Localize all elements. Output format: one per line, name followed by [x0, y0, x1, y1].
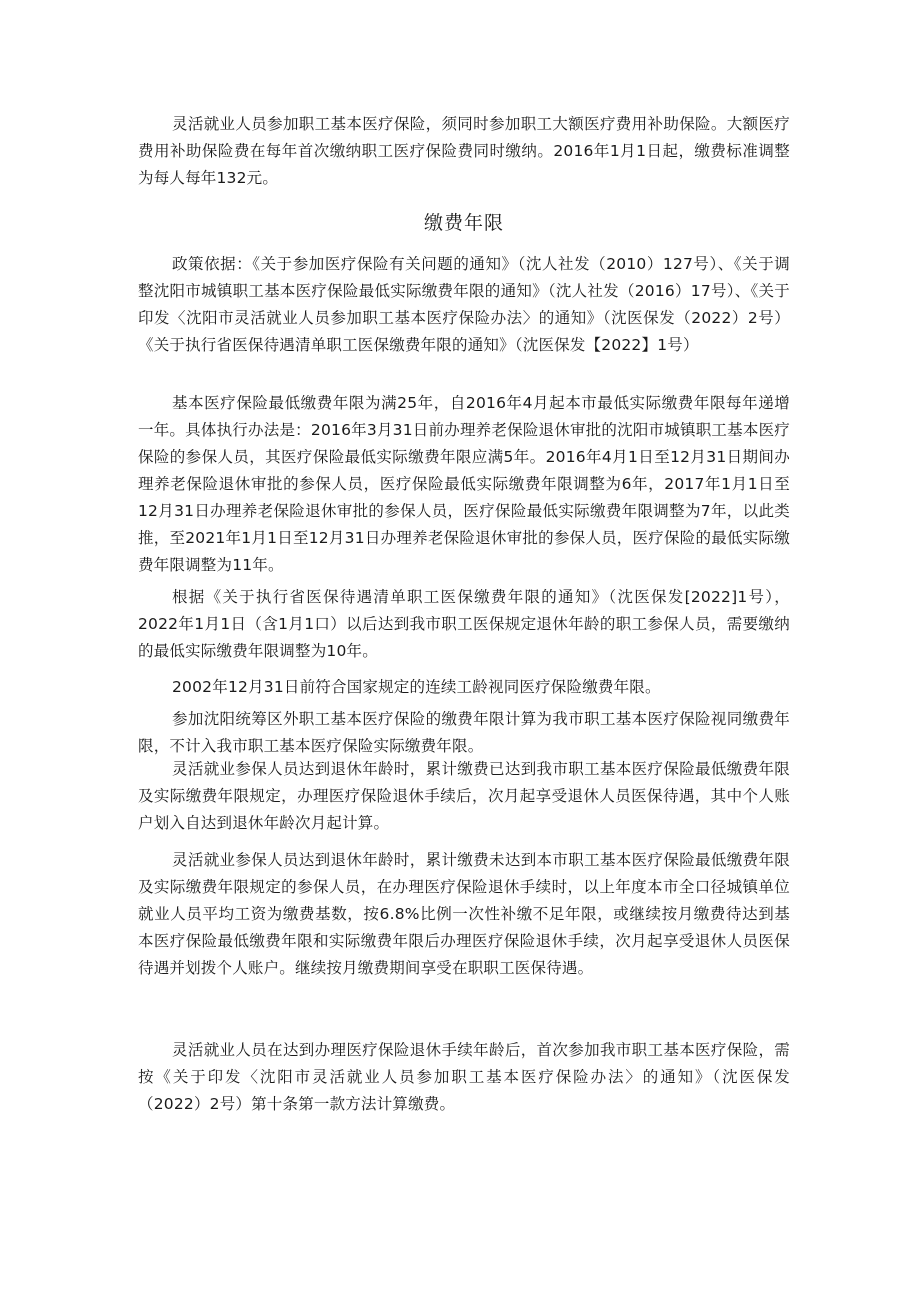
first-enrollment-paragraph: 灵活就业人员在达到办理医疗保险退休手续年龄后，首次参加我市职工基本医疗保险，需按《关于印发〈沈阳市灵活就业人员参加职工基本医疗保险办法〉的通知》（沈医保发（2022）2号）第十条第一款方法计算缴费。: [138, 1041, 790, 1113]
notice-2022-paragraph: 根据《关于执行省医保待遇清单职工医保缴费年限的通知》（沈医保发[2022]1号），2022年1月1日（含1月1口）以后达到我市职工医保规定退休年龄的职工参保人员，需要缴纳的最低实际缴费年限调整为10年。: [138, 588, 790, 660]
intro-paragraph: 灵活就业人员参加职工基本医疗保险，须同时参加职工大额医疗费用补助保险。大额医疗费用补助保险费在每年首次缴纳职工医疗保险费同时缴纳。2016年1月1日起，缴费标准调整为每人每年132元。: [138, 115, 790, 187]
policy-basis-paragraph: 政策依据：《关于参加医疗保险有关问题的通知》（沈人社发（2010）127号）、《关于调整沈阳市城镇职工基本医疗保险最低实际缴费年限的通知》（沈人社发（2016）17号）、《关于印发〈沈阳市灵活就业人员参加职工基本医疗保险办法〉的通知》（沈医保发（2022）2号）《关于执行省医保待遇清单职工医保缴费年限的通知》（沈医保发【2022】1号）: [138, 255, 790, 354]
minimum-years-paragraph: 基本医疗保险最低缴费年限为满25年，自2016年4月起本市最低实际缴费年限每年递增一年。具体执行办法是：2016年3月31日前办理养老保险退休审批的沈阳市城镇职工基本医疗保险的参保人员，其医疗保险最低实际缴费年限应满5年。2016年4月1日至12月31日期间办理养老保险退休审批的参保人员，医疗保险最低实际缴费年限调整为6年，2017年1月1日至12月31日办理养老保险退休审批的参保人员，医疗保险最低实际缴费年限调整为7年，以此类推，至2021年1月1日至12月31日办理养老保险退休审批的参保人员，医疗保险的最低实际缴费年限调整为11年。: [138, 394, 790, 574]
outside-region-paragraph: 参加沈阳统筹区外职工基本医疗保险的缴费年限计算为我市职工基本医疗保险视同缴费年限，不计入我市职工基本医疗保险实际缴费年限。: [138, 710, 790, 755]
seniority-paragraph: 2002年12月31日前符合国家规定的连续工龄视同医疗保险缴费年限。: [172, 678, 661, 696]
retirement-unmet-paragraph: 灵活就业参保人员达到退休年龄时，累计缴费未达到本市职工基本医疗保险最低缴费年限及实际缴费年限规定的参保人员，在办理医疗保险退休手续时，以上年度本市全口径城镇单位就业人员平均工资为缴费基数，按6.8%比例一次性补缴不足年限，或继续按月缴费待达到基本医疗保险最低缴费年限和实际缴费年限后办理医疗保险退休手续，次月起享受退休人员医保待遇并划拨个人账户。继续按月缴费期间享受在职职工医保待遇。: [138, 851, 790, 977]
retirement-met-paragraph: 灵活就业参保人员达到退休年龄时，累计缴费已达到我市职工基本医疗保险最低缴费年限及实际缴费年限规定，办理医疗保险退休手续后，次月起享受退休人员医保待遇，其中个人账户划入自达到退休年龄次月起计算。: [138, 760, 790, 832]
section-heading: 缴费年限: [423, 212, 504, 234]
